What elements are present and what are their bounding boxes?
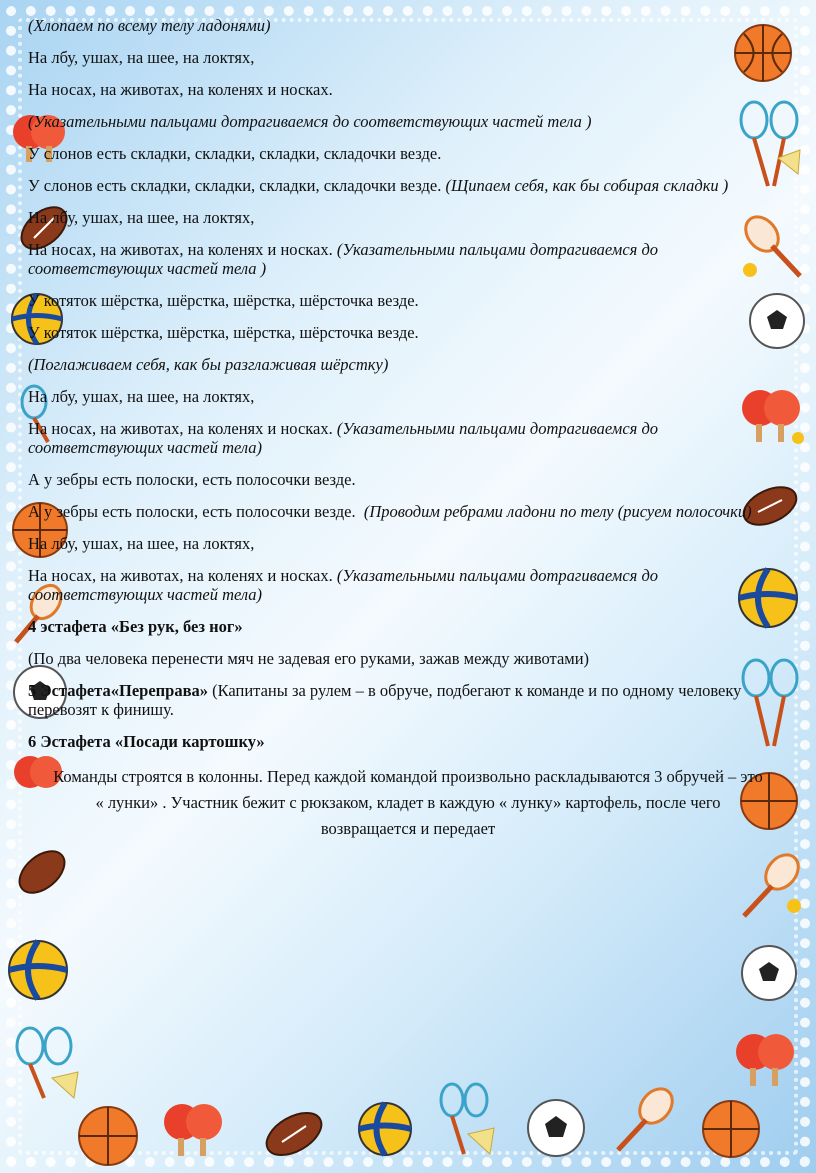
badminton-icon <box>10 1022 80 1102</box>
verse-line: На лбу, ушах, на шее, на локтях, <box>28 387 255 406</box>
verse-with-instruction <box>28 502 788 521</box>
relay-description-6: Команды строятся в колонны. Перед каждой командой произвольно раскладываются 3 обручей – это « лунки» . Участник бежит с рюкзаком, кладет в каждую « лунку» картофель, после чего возвращается и передает <box>53 767 763 838</box>
relay-description-5: (Капитаны за рулем – в обруче, подбегают к команде и по одному человеку перевозят к финишу. <box>28 681 742 719</box>
verse-line: У котяток шёрстка, шёрстка, шёрстка, шёрсточка везде. <box>28 291 419 310</box>
verse-line: А у зебры есть полоски, есть полосочки везде. <box>28 470 356 489</box>
volleyball-icon <box>356 1100 414 1158</box>
badminton-icon <box>438 1080 498 1160</box>
basketball-icon <box>700 1098 762 1160</box>
instruction-line: (Хлопаем по всему телу ладонями) <box>28 16 271 35</box>
volleyball-icon <box>6 938 70 1002</box>
verse-text: На носах, на животах, на коленях и носках. <box>28 419 333 438</box>
verse-line: На лбу, ушах, на шее, на локтях, <box>28 534 255 553</box>
verse-line: На лбу, ушах, на шее, на локтях, <box>28 48 255 67</box>
instruction-text: (Указательными пальцами дотрагиваемся до соответствующих частей тела) <box>28 566 659 604</box>
football-icon <box>262 1104 326 1164</box>
relay-5 <box>28 681 788 719</box>
verse-line: На лбу, ушах, на шее, на локтях, <box>28 208 255 227</box>
verse-text: У слонов есть складки, складки, складки, складочки везде. <box>28 176 442 195</box>
tennis-racket-icon <box>738 850 804 920</box>
soccer-ball-icon <box>526 1098 586 1158</box>
verse-with-instruction <box>28 419 788 457</box>
relay-heading-5: 5 Эстафета«Переправа» <box>28 681 208 700</box>
relay-description-4: (По два человека перенести мяч не задевая его руками, зажав между животами) <box>28 649 590 668</box>
instruction-text: (Указательными пальцами дотрагиваемся до соответствующих частей тела ) <box>28 240 659 278</box>
basketball-icon <box>76 1104 140 1168</box>
verse-line: У котяток шёрстка, шёрстка, шёрстка, шёрсточка везде. <box>28 323 419 342</box>
verse-with-instruction <box>28 176 788 195</box>
verse-text: На носах, на животах, на коленях и носках. <box>28 566 333 585</box>
instruction-line: (Поглаживаем себя, как бы разглаживая шёрстку) <box>28 355 389 374</box>
verse-with-instruction <box>28 240 788 278</box>
document-body <box>28 16 788 855</box>
ping-pong-icon <box>160 1100 230 1166</box>
instruction-line: (Указательными пальцами дотрагиваемся до соответствующих частей тела ) <box>28 112 592 131</box>
soccer-ball-icon <box>740 944 798 1002</box>
relay-heading-6: 6 Эстафета «Посади картошку» <box>28 732 265 751</box>
verse-line: У слонов есть складки, складки, складки, складочки везде. <box>28 144 442 163</box>
tennis-racket-icon <box>612 1084 678 1154</box>
verse-text: На носах, на животах, на коленях и носках. <box>28 240 333 259</box>
instruction-text: (Указательными пальцами дотрагиваемся до соответствующих частей тела) <box>28 419 659 457</box>
relay-heading-4: 4 эстафета «Без рук, без ног» <box>28 617 243 636</box>
verse-with-instruction <box>28 566 788 604</box>
verse-text: А у зебры есть полоски, есть полосочки везде. <box>28 502 356 521</box>
instruction-text: (Щипаем себя, как бы собирая складки ) <box>445 176 729 195</box>
instruction-text: (Проводим ребрами ладони по телу (рисуем полосочки) <box>363 502 752 521</box>
ping-pong-icon <box>732 1030 802 1096</box>
verse-line: На носах, на животах, на коленях и носках. <box>28 80 333 99</box>
